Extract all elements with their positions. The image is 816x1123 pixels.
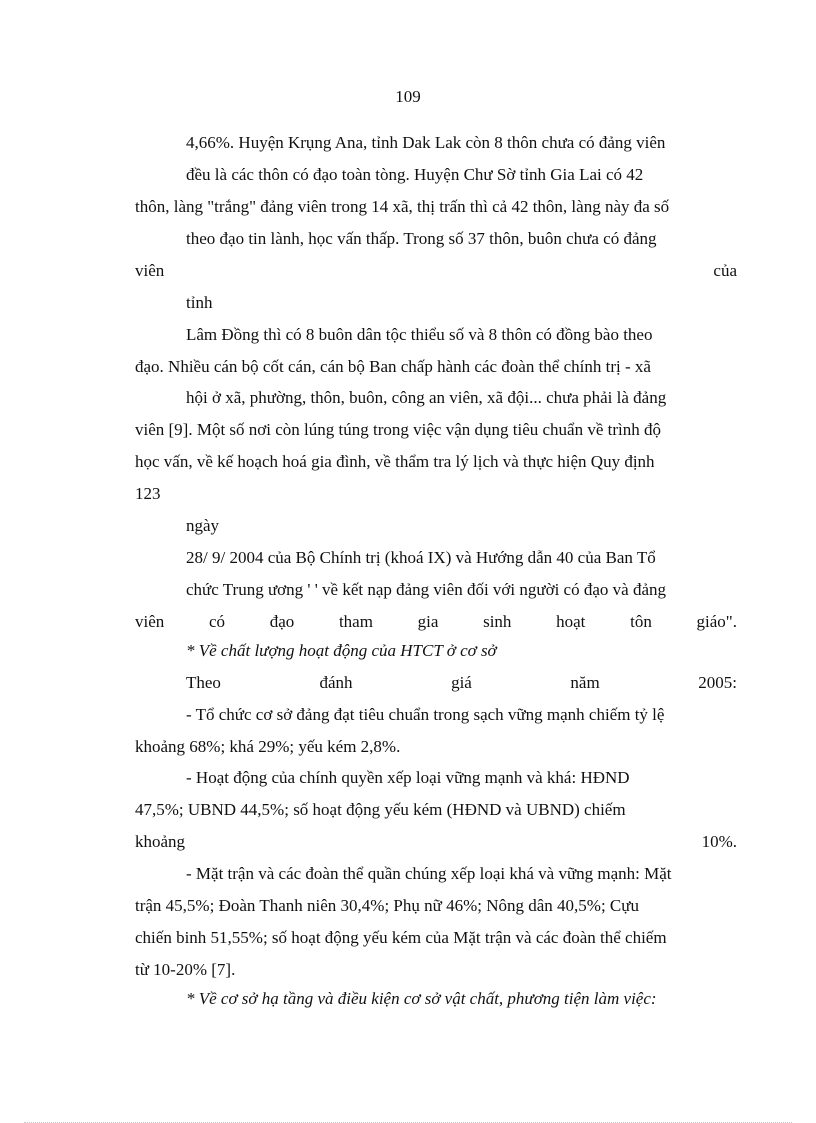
- text-line: đều là các thôn có đạo toàn tòng. Huyện Chư Sờ tỉnh Gia Lai có 42: [186, 165, 644, 184]
- list-item: - Mặt trận và các đoàn thể quần chúng xếp loại khá và vững mạnh: Mặt: [186, 864, 672, 883]
- text-line: ngày: [186, 516, 220, 535]
- word: năm: [570, 673, 600, 692]
- text-line: từ 10-20% [7].: [135, 960, 236, 979]
- text-line: học vấn, về kế hoạch hoá gia đình, về thẩm tra lý lịch và thực hiện Quy định: [135, 452, 655, 471]
- word: đánh: [319, 673, 353, 692]
- text-line: [186, 672, 737, 694]
- text-line: hội ở xã, phường, thôn, buôn, công an viên, xã đội... chưa phải là đảng: [186, 388, 667, 407]
- word: viên: [135, 612, 165, 631]
- section-heading: * Về chất lượng hoạt động của HTCT ở cơ sở: [186, 641, 497, 660]
- list-item: - Tổ chức cơ sở đảng đạt tiêu chuẩn trong sạch vững mạnh chiếm tỷ lệ: [186, 705, 665, 724]
- text-line: [135, 611, 737, 633]
- text-line: 47,5%; UBND 44,5%; số hoạt động yếu kém (HĐND và UBND) chiếm: [135, 800, 626, 819]
- text-line: khoảng 68%; khá 29%; yếu kém 2,8%.: [135, 737, 401, 756]
- word: tôn: [630, 612, 652, 631]
- word: gia: [417, 612, 439, 631]
- word: 2005:: [698, 673, 737, 692]
- text-line: 123: [135, 484, 161, 503]
- word: có: [208, 612, 226, 631]
- section-heading: * Về cơ sở hạ tầng và điều kiện cơ sở vật chất, phương tiện làm việc:: [186, 989, 657, 1008]
- text-line: [135, 831, 737, 853]
- text-line: theo đạo tin lành, học vấn thấp. Trong số 37 thôn, buôn chưa có đảng: [186, 229, 657, 248]
- word: sinh: [483, 612, 512, 631]
- text-line: đạo. Nhiều cán bộ cốt cán, cán bộ Ban chấp hành các đoàn thể chính trị - xã: [135, 357, 651, 376]
- text-line: viên [9]. Một số nơi còn lúng túng trong việc vận dụng tiêu chuẩn về trình độ: [135, 420, 661, 439]
- text-line: 4,66%. Huyện Krụng Ana, tỉnh Dak Lak còn 8 thôn chưa có đảng viên: [186, 133, 666, 152]
- page-number: 109: [395, 87, 421, 106]
- text-line: Lâm Đồng thì có 8 buôn dân tộc thiểu số và 8 thôn có đồng bào theo: [186, 325, 653, 344]
- word: 10%.: [701, 832, 737, 851]
- word: khoảng: [135, 832, 186, 851]
- text-line: tỉnh: [186, 293, 213, 312]
- word: của: [713, 261, 737, 280]
- text-line: [135, 260, 737, 282]
- text-line: 28/ 9/ 2004 của Bộ Chính trị (khoá IX) và Hướng dẫn 40 của Ban Tổ: [186, 548, 656, 567]
- text-line: chức Trung ương ' ' về kết nạp đảng viên đối với người có đạo và đảng: [186, 580, 666, 599]
- word: hoạt: [556, 612, 586, 631]
- list-item: - Hoạt động của chính quyền xếp loại vững mạnh và khá: HĐND: [186, 768, 630, 787]
- text-line: chiến binh 51,55%; số hoạt động yếu kém của Mặt trận và các đoàn thể chiếm: [135, 928, 667, 947]
- text-line: trận 45,5%; Đoàn Thanh niên 30,4%; Phụ nữ 46%; Nông dân 40,5%; Cựu: [135, 896, 639, 915]
- word: giá: [451, 673, 472, 692]
- word: giáo".: [696, 612, 737, 631]
- word: viên: [135, 261, 165, 280]
- text-line: thôn, làng "trắng" đảng viên trong 14 xã, thị trấn thì cả 42 thôn, làng này đa số: [135, 197, 670, 216]
- word: đạo: [269, 612, 295, 631]
- word: tham: [338, 612, 373, 631]
- word: Theo: [186, 673, 221, 692]
